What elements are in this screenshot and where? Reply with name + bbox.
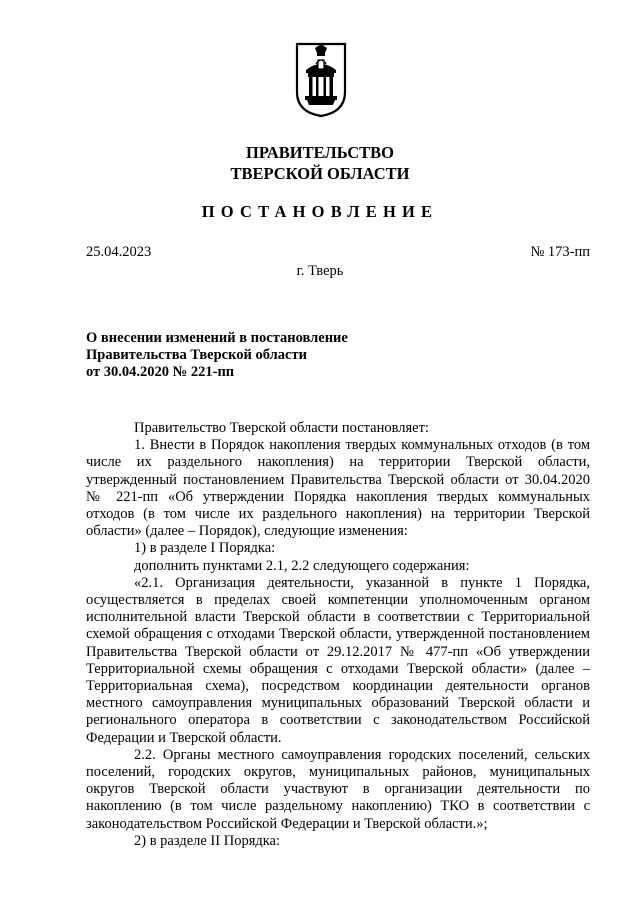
body-paragraph-supplement: дополнить пунктами 2.1, 2.2 следующего содержания:	[134, 557, 470, 574]
body-paragraph-2-1: «2.1. Организация деятельности, указанной в пункте 1 Порядка, осуществляется в пределах своей компетенции уполномоченным органом исполнительной власти Тверской области в соответствии с Территориальной схемой обращения с отходами Тверской области, утвержденной постановлением Правительства Тверской области от 29.12.2017 № 477-пп «Об утверждении Территориальной схемы обращения с отходами Тверской области» (далее – Территориальная схема), посредством координации деятельности органов местного самоуправления муниципальных образований Тверской области и регионального оператора в соответствии с законодательством Российской Федерации и Тверской области.	[86, 574, 590, 746]
organization-name-line1: ПРАВИТЕЛЬСТВО	[246, 143, 394, 162]
body-paragraph-preamble: Правительство Тверской области постановляет:	[134, 420, 429, 436]
title-line2: Правительства Тверской области	[86, 347, 307, 363]
title-line1: О внесении изменений в постановление	[86, 330, 348, 346]
document-number: № 173-пп	[530, 244, 590, 260]
document-body	[86, 420, 590, 850]
title-line3: от 30.04.2020 № 221-пп	[86, 364, 235, 380]
organization-name-line2: ТВЕРСКОЙ ОБЛАСТИ	[230, 164, 410, 183]
tver-coat-of-arms-icon	[295, 42, 347, 118]
body-paragraph-section-2: 2) в разделе II Порядка:	[134, 832, 281, 849]
document-date: 25.04.2023	[86, 244, 152, 260]
document-city: г. Тверь	[296, 263, 344, 279]
document-type: ПОСТАНОВЛЕНИЕ	[201, 202, 439, 221]
body-paragraph-section-1: 1) в разделе I Порядка:	[134, 540, 276, 557]
document-title	[86, 330, 406, 381]
body-paragraph-item-1: 1. Внести в Порядок накопления твердых коммунальных отходов (в том числе их раздельного накопления) на территории Тверской области, утвержденный постановлением Правительства Тверской области от 30.04.2020 № 221-пп «Об утверждении Порядка накопления твердых коммунальных отходов (в том числе их раздельного накопления) на территории Тверской области» (далее – Порядок), следующие изменения:	[86, 437, 590, 540]
body-paragraph-2-2: 2.2. Органы местного самоуправления городских поселений, сельских поселений, городских округов, муниципальных районов, муниципальных округов Тверской области участвуют в организации деятельности по накоплению (в том числе раздельному накоплению) ТКО в соответствии с законодательством Российской Федерации и Тверской области.»;	[86, 746, 590, 832]
